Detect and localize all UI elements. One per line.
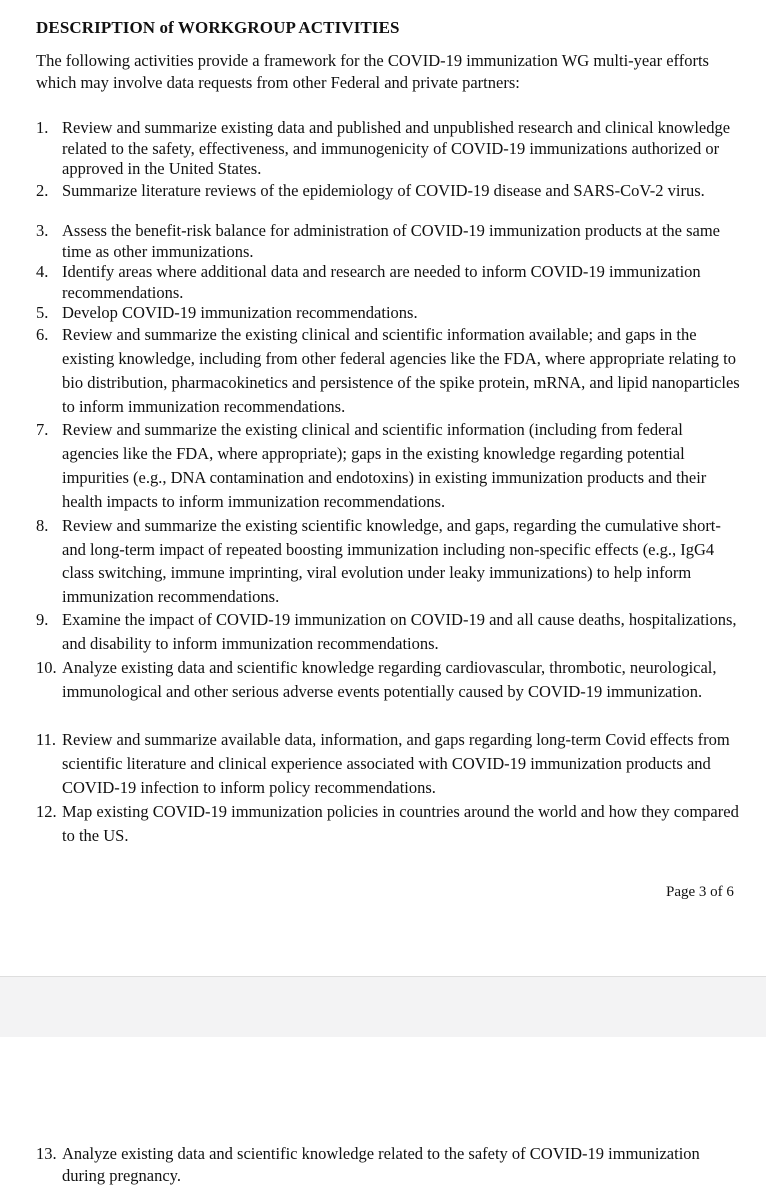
list-item-number: 5. — [36, 303, 49, 322]
list-item-number: 9. — [36, 610, 49, 629]
list-item-number: 10. — [36, 658, 57, 677]
section-heading: DESCRIPTION of WORKGROUP ACTIVITIES — [36, 18, 400, 37]
list-item — [0, 514, 742, 608]
list-item-text: Examine the impact of COVID-19 immunization on COVID-19 and all cause deaths, hospitalizations, and disability to inform immunization recommendations. — [62, 610, 737, 653]
list-item — [0, 418, 742, 514]
list-item — [0, 118, 742, 180]
list-item-number: 11. — [36, 730, 57, 749]
list-item-text: Summarize literature reviews of the epidemiology of COVID-19 disease and SARS-CoV-2 virus. — [62, 181, 705, 200]
list-item — [0, 262, 742, 303]
list-item — [0, 303, 742, 324]
list-item-text: Review and summarize the existing scientific knowledge, and gaps, regarding the cumulative short- and long-term impact of repeated boosting immunization including non-specific effects (e.g., IgG4 class switching, immune imprinting, viral evolution under leaky immunizations) to help inform immunization recommendations. — [62, 516, 721, 606]
list-item-text: Review and summarize available data, information, and gaps regarding long-term Covid effects from scientific literature and clinical experience associated with COVID-19 immunization products and COVID-19 infection to inform policy recommendations. — [62, 730, 730, 797]
list-item-text: Review and summarize existing data and published and unpublished research and clinical knowledge related to the safety, effectiveness, and immunogenicity of COVID-19 immunizations authorized or approved in the United States. — [62, 118, 731, 178]
list-item-text: Identify areas where additional data and research are needed to inform COVID-19 immunization recommendations. — [62, 262, 701, 302]
page-number: Page 3 of 6 — [666, 884, 734, 900]
intro-paragraph: The following activities provide a framework for the COVID-19 immunization WG multi-year efforts which may involve data requests from other Federal and private partners: — [36, 51, 709, 92]
list-item-number: 2. — [36, 181, 49, 200]
list-item — [0, 800, 742, 848]
list-item — [0, 181, 742, 202]
page-separator — [0, 976, 766, 1038]
list-item — [0, 323, 742, 419]
list-item-text: Analyze existing data and scientific knowledge related to the safety of COVID-19 immunization during pregnancy. — [62, 1144, 700, 1185]
list-item — [0, 608, 742, 656]
list-item-number: 1. — [36, 118, 49, 137]
list-item-text: Develop COVID-19 immunization recommendations. — [62, 303, 418, 322]
list-item-number: 12. — [36, 802, 57, 821]
list-item — [0, 656, 742, 704]
list-item — [0, 1143, 766, 1187]
list-item-text: Assess the benefit-risk balance for administration of COVID-19 immunization products at the same time as other immunizations. — [62, 221, 721, 261]
list-item-number: 6. — [36, 325, 49, 344]
list-item-text: Map existing COVID-19 immunization policies in countries around the world and how they compared to the US. — [62, 802, 739, 845]
list-item — [0, 221, 742, 262]
list-item-text: Review and summarize the existing clinical and scientific information available; and gaps in the existing knowledge, including from other federal agencies like the FDA, where appropriate relating to bio distribution, pharmacokinetics and persistence of the spike protein, mRNA, and lipid nanoparticles to inform immunization recommendations. — [62, 325, 740, 416]
list-item-number: 4. — [36, 262, 49, 281]
list-item-number: 7. — [36, 420, 49, 439]
list-item-text: Analyze existing data and scientific knowledge regarding cardiovascular, thrombotic, neurological, immunological and other serious adverse events potentially caused by COVID-19 immunization. — [62, 658, 717, 701]
list-item-number: 13. — [36, 1144, 57, 1163]
list-item-number: 8. — [36, 516, 49, 535]
list-item-text: Review and summarize the existing clinical and scientific information (including from federal agencies like the FDA, where appropriate); gaps in the existing knowledge regarding potential impurities (e.g., DNA contamination and endotoxins) in existing immunization products and their health impacts to inform immunization recommendations. — [62, 420, 707, 511]
list-item-number: 3. — [36, 221, 49, 240]
list-item — [0, 728, 742, 800]
